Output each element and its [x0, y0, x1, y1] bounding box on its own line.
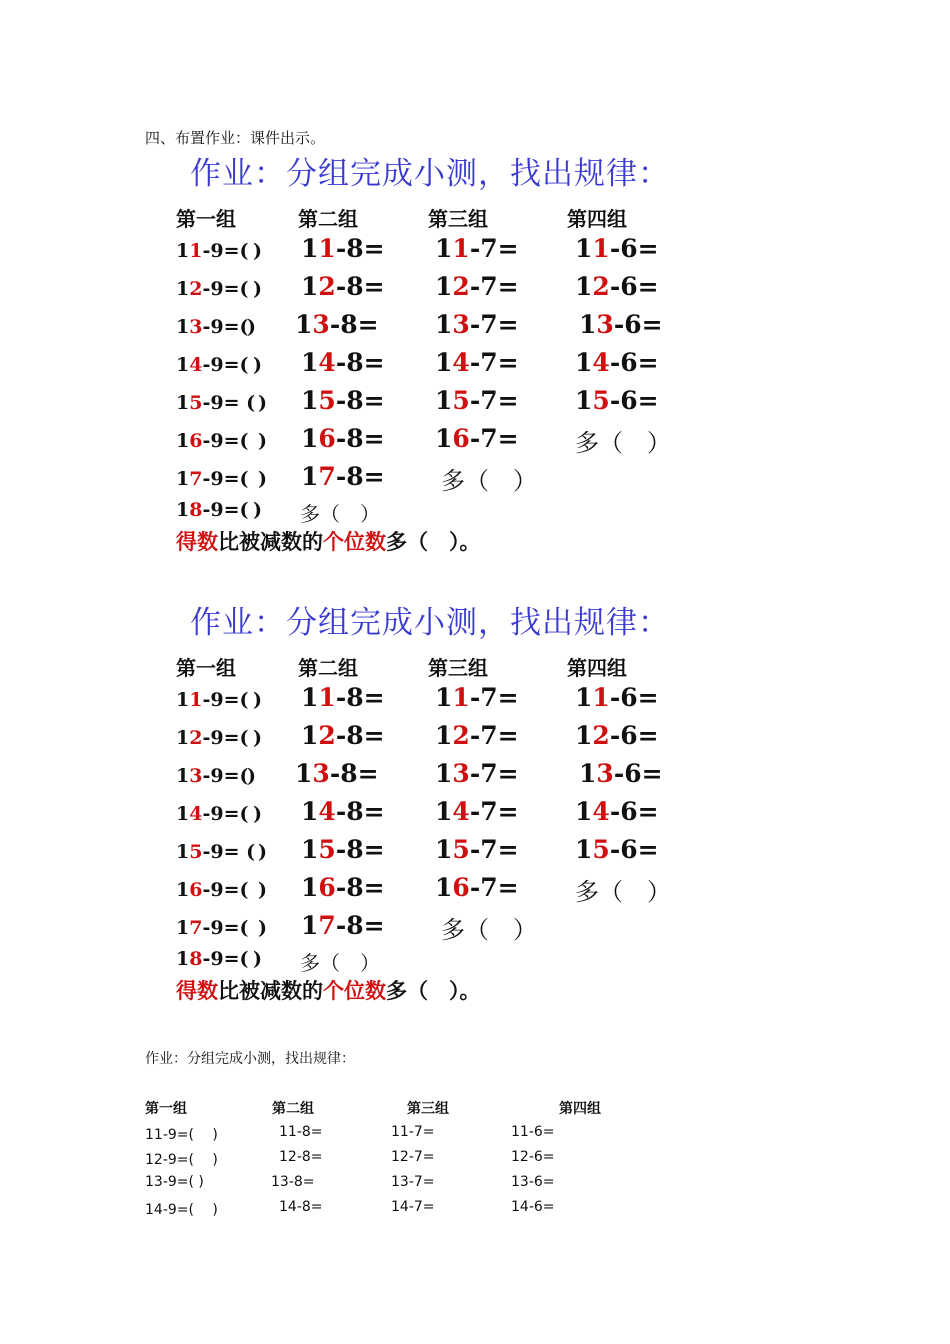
equation-rest: -9= (: [202, 392, 256, 414]
ones-digit: 6: [189, 879, 203, 901]
group4-equation: [575, 348, 659, 377]
equation-rest: -6=: [609, 721, 659, 750]
ones-digit: 3: [312, 310, 330, 339]
equation-rest: -8=: [335, 348, 385, 377]
tens-digit: 1: [575, 797, 593, 826]
ones-digit: 3: [452, 310, 470, 339]
conclusion-part: 比被减数的: [218, 530, 323, 554]
ones-digit: 7: [189, 468, 203, 490]
answer-close-paren: ): [258, 917, 267, 939]
ones-digit: 4: [592, 797, 610, 826]
ones-digit: 3: [189, 765, 203, 787]
ones-digit: 1: [318, 234, 336, 263]
group4-equation: [575, 721, 659, 750]
ones-digit: 1: [189, 240, 203, 262]
tens-digit: 1: [176, 278, 190, 300]
tens-digit: 1: [435, 272, 453, 301]
equation-rest: -8=: [335, 424, 385, 453]
group3-equation: [435, 386, 519, 415]
equation-rest: -7=: [469, 386, 519, 415]
group4-equation: [575, 272, 659, 301]
equation-rest: -7=: [469, 424, 519, 453]
equation-rest: -6=: [613, 310, 663, 339]
tens-digit: 1: [176, 803, 190, 825]
equation-rest: -9=(: [202, 948, 249, 970]
group1-equation: [176, 803, 248, 825]
group3-equation: [435, 424, 519, 453]
group2-more-text: 多（ ）: [300, 951, 380, 975]
equation-rest: -8=: [335, 873, 385, 902]
ones-digit: 5: [592, 386, 610, 415]
ones-digit: 2: [592, 721, 610, 750]
ones-digit: 4: [318, 797, 336, 826]
ones-digit: 1: [318, 683, 336, 712]
ones-digit: 7: [318, 462, 336, 491]
plain-cell: 14-8=: [279, 1199, 323, 1215]
tens-digit: 1: [301, 462, 319, 491]
group2-equation: [301, 234, 385, 263]
group4-more-text: 多（ ）: [575, 429, 671, 457]
tens-digit: 1: [575, 721, 593, 750]
plain-header-group-2: 第二组: [272, 1101, 314, 1117]
equation-rest: -7=: [469, 873, 519, 902]
equation-rest: -8=: [329, 310, 379, 339]
group4-equation: [575, 234, 659, 263]
equation-rest: -8=: [335, 911, 385, 940]
ones-digit: 2: [189, 278, 203, 300]
equation-rest: -8=: [335, 462, 385, 491]
group2-equation: [301, 797, 385, 826]
tens-digit: 1: [176, 240, 190, 262]
plain-cell: 12-6=: [511, 1149, 555, 1165]
tens-digit: 1: [301, 272, 319, 301]
plain-cell: 11-9=( ): [145, 1127, 218, 1143]
group4-equation: [579, 310, 663, 339]
tens-digit: 1: [435, 348, 453, 377]
equation-rest: -9=(: [202, 689, 249, 711]
tens-digit: 1: [575, 272, 593, 301]
plain-cell: 14-9=( ): [145, 1202, 218, 1218]
tens-digit: 1: [301, 234, 319, 263]
tens-digit: 1: [176, 727, 190, 749]
plain-cell: 11-6=: [511, 1124, 555, 1140]
group1-equation: [176, 278, 248, 300]
ones-digit: 2: [318, 272, 336, 301]
equation-rest: -6=: [609, 386, 659, 415]
tens-digit: 1: [301, 424, 319, 453]
tens-digit: 1: [435, 873, 453, 902]
equation-rest: -6=: [613, 759, 663, 788]
group3-equation: [435, 234, 519, 263]
group4-equation: [575, 683, 659, 712]
ones-digit: 3: [312, 759, 330, 788]
group4-equation: [575, 835, 659, 864]
equation-rest: -7=: [469, 835, 519, 864]
tens-digit: 1: [176, 917, 190, 939]
ones-digit: 5: [318, 835, 336, 864]
tens-digit: 1: [301, 683, 319, 712]
group3-more-text: 多（ ）: [441, 916, 537, 944]
ones-digit: 3: [452, 759, 470, 788]
group2-equation: [301, 386, 385, 415]
answer-close-paren: ): [253, 240, 262, 262]
ones-digit: 2: [452, 272, 470, 301]
tens-digit: 1: [301, 835, 319, 864]
group1-equation: [176, 765, 248, 787]
group4-more-text: 多（ ）: [575, 878, 671, 906]
equation-rest: -6=: [609, 272, 659, 301]
tens-digit: 1: [301, 797, 319, 826]
equation-rest: -9=(: [202, 430, 249, 452]
answer-close-paren: ): [253, 948, 262, 970]
ones-digit: 4: [452, 797, 470, 826]
equation-rest: -7=: [469, 310, 519, 339]
equation-rest: -9=(: [202, 879, 249, 901]
tens-digit: 1: [435, 721, 453, 750]
ones-digit: 5: [189, 841, 203, 863]
ones-digit: 2: [452, 721, 470, 750]
group1-equation: [176, 240, 248, 262]
tens-digit: 1: [435, 759, 453, 788]
ones-digit: 4: [189, 803, 203, 825]
plain-cell: 13-6=: [511, 1174, 555, 1190]
tens-digit: 1: [579, 759, 597, 788]
tens-digit: 1: [435, 797, 453, 826]
ones-digit: 8: [189, 948, 203, 970]
tens-digit: 1: [435, 424, 453, 453]
tens-digit: 1: [435, 386, 453, 415]
equation-rest: -8=: [335, 386, 385, 415]
ones-digit: 1: [452, 234, 470, 263]
plain-cell: 12-7=: [391, 1149, 435, 1165]
ones-digit: 4: [318, 348, 336, 377]
equation-rest: -9=(: [202, 803, 249, 825]
ones-digit: 6: [318, 424, 336, 453]
tens-digit: 1: [176, 765, 190, 787]
equation-rest: -9=(: [202, 917, 249, 939]
group2-equation: [301, 683, 385, 712]
tens-digit: 1: [575, 835, 593, 864]
answer-close-paren: ): [258, 430, 267, 452]
tens-digit: 1: [579, 310, 597, 339]
ones-digit: 6: [452, 873, 470, 902]
conclusion-part: 比被减数的: [218, 979, 323, 1003]
answer-close-paren: ): [258, 392, 267, 414]
tens-digit: 1: [301, 386, 319, 415]
ones-digit: 3: [596, 759, 614, 788]
equation-rest: -8=: [335, 835, 385, 864]
ones-digit: 7: [318, 911, 336, 940]
tens-digit: 1: [176, 841, 190, 863]
group3-equation: [435, 348, 519, 377]
header-group-1: 第一组: [176, 207, 236, 231]
ones-digit: 1: [592, 234, 610, 263]
ones-digit: 5: [592, 835, 610, 864]
ones-digit: 2: [318, 721, 336, 750]
answer-close-paren: ): [253, 689, 262, 711]
tens-digit: 1: [301, 721, 319, 750]
ones-digit: 5: [452, 835, 470, 864]
plain-cell: 11-7=: [391, 1124, 435, 1140]
ones-digit: 1: [452, 683, 470, 712]
tens-digit: 1: [176, 392, 190, 414]
header-group-3: 第三组: [428, 207, 488, 231]
group3-equation: [435, 310, 519, 339]
tens-digit: 1: [295, 759, 313, 788]
slide-title: 作业：分组完成小测，找出规律：: [190, 156, 670, 192]
equation-rest: -6=: [609, 348, 659, 377]
conclusion-part: 得数: [176, 979, 218, 1003]
plain-cell: 14-7=: [391, 1199, 435, 1215]
group2-equation: [301, 721, 385, 750]
equation-rest: -7=: [469, 759, 519, 788]
tens-digit: 1: [575, 683, 593, 712]
tens-digit: 1: [435, 835, 453, 864]
tens-digit: 1: [301, 348, 319, 377]
answer-close-paren: ): [253, 499, 262, 521]
group3-equation: [435, 873, 519, 902]
equation-rest: -9=(: [202, 468, 249, 490]
tens-digit: 1: [575, 348, 593, 377]
group1-equation: [176, 917, 248, 939]
group2-equation: [301, 424, 385, 453]
group1-equation: [176, 948, 248, 970]
group1-equation: [176, 689, 248, 711]
conclusion-part: 多（ ）。: [386, 530, 481, 554]
ones-digit: 4: [452, 348, 470, 377]
equation-rest: -9=(: [202, 278, 249, 300]
answer-close-paren: ): [253, 278, 262, 300]
group3-equation: [435, 272, 519, 301]
tens-digit: 1: [176, 948, 190, 970]
answer-close-paren: ): [258, 468, 267, 490]
equation-rest: -8=: [335, 683, 385, 712]
tens-digit: 1: [176, 468, 190, 490]
group1-equation: [176, 430, 248, 452]
tens-digit: 1: [435, 310, 453, 339]
group2-equation: [295, 310, 379, 339]
ones-digit: 3: [189, 316, 203, 338]
plain-cell: 12-9=( ): [145, 1152, 218, 1168]
tens-digit: 1: [176, 689, 190, 711]
plain-header-group-4: 第四组: [559, 1101, 601, 1117]
ones-digit: 5: [452, 386, 470, 415]
equation-rest: -8=: [335, 272, 385, 301]
group1-equation: [176, 392, 255, 414]
group2-more-text: 多（ ）: [300, 502, 380, 526]
answer-close-paren: ): [247, 316, 256, 338]
ones-digit: 6: [452, 424, 470, 453]
equation-rest: -8=: [335, 234, 385, 263]
ones-digit: 5: [318, 386, 336, 415]
tens-digit: 1: [176, 879, 190, 901]
slide-title: 作业：分组完成小测，找出规律：: [190, 605, 670, 641]
tens-digit: 1: [176, 499, 190, 521]
intro-text: 四、布置作业：课件出示。: [145, 129, 326, 147]
ones-digit: 3: [596, 310, 614, 339]
group1-equation: [176, 499, 248, 521]
group2-equation: [301, 835, 385, 864]
plain-cell: 11-8=: [279, 1124, 323, 1140]
group1-equation: [176, 468, 248, 490]
conclusion-sentence: [176, 975, 481, 1005]
tens-digit: 1: [435, 683, 453, 712]
equation-rest: -9=(: [202, 499, 249, 521]
group1-equation: [176, 354, 248, 376]
header-group-3: 第三组: [428, 656, 488, 680]
equation-rest: -6=: [609, 797, 659, 826]
group2-equation: [301, 462, 385, 491]
tens-digit: 1: [176, 316, 190, 338]
header-group-2: 第二组: [298, 207, 358, 231]
group2-equation: [301, 272, 385, 301]
conclusion-part: 个位数: [323, 530, 386, 554]
tens-digit: 1: [575, 234, 593, 263]
group4-equation: [575, 386, 659, 415]
equation-rest: -7=: [469, 721, 519, 750]
group3-equation: [435, 797, 519, 826]
answer-close-paren: ): [258, 879, 267, 901]
equation-rest: -7=: [469, 683, 519, 712]
plain-cell: 14-6=: [511, 1199, 555, 1215]
answer-close-paren: ): [253, 727, 262, 749]
ones-digit: 6: [189, 430, 203, 452]
group4-equation: [575, 797, 659, 826]
header-group-4: 第四组: [567, 207, 627, 231]
equation-rest: -8=: [335, 797, 385, 826]
tens-digit: 1: [301, 873, 319, 902]
plain-header-group-1: 第一组: [145, 1101, 187, 1117]
answer-close-paren: ): [253, 354, 262, 376]
ones-digit: 7: [189, 917, 203, 939]
answer-close-paren: ): [253, 803, 262, 825]
ones-digit: 8: [189, 499, 203, 521]
group1-equation: [176, 727, 248, 749]
conclusion-part: 个位数: [323, 979, 386, 1003]
equation-rest: -6=: [609, 835, 659, 864]
equation-rest: -8=: [335, 721, 385, 750]
conclusion-part: 得数: [176, 530, 218, 554]
tens-digit: 1: [295, 310, 313, 339]
plain-header-group-3: 第三组: [407, 1101, 449, 1117]
group4-equation: [579, 759, 663, 788]
equation-rest: -9=(: [202, 765, 249, 787]
equation-rest: -9=(: [202, 240, 249, 262]
header-group-2: 第二组: [298, 656, 358, 680]
ones-digit: 2: [592, 272, 610, 301]
header-group-4: 第四组: [567, 656, 627, 680]
group3-equation: [435, 721, 519, 750]
ones-digit: 1: [189, 689, 203, 711]
equation-rest: -9=(: [202, 727, 249, 749]
equation-rest: -9= (: [202, 841, 256, 863]
group3-more-text: 多（ ）: [441, 467, 537, 495]
ones-digit: 4: [592, 348, 610, 377]
equation-rest: -6=: [609, 234, 659, 263]
ones-digit: 2: [189, 727, 203, 749]
group2-equation: [295, 759, 379, 788]
equation-rest: -9=(: [202, 354, 249, 376]
equation-rest: -7=: [469, 348, 519, 377]
plain-cell: 13-7=: [391, 1174, 435, 1190]
plain-cell: 12-8=: [279, 1149, 323, 1165]
ones-digit: 1: [592, 683, 610, 712]
conclusion-sentence: [176, 526, 481, 556]
tens-digit: 1: [176, 354, 190, 376]
group1-equation: [176, 841, 255, 863]
plain-title: 作业：分组完成小测，找出规律：: [145, 1051, 355, 1067]
equation-rest: -7=: [469, 234, 519, 263]
equation-rest: -6=: [609, 683, 659, 712]
group1-equation: [176, 316, 248, 338]
group3-equation: [435, 683, 519, 712]
ones-digit: 6: [318, 873, 336, 902]
plain-cell: 13-9=( ): [145, 1174, 204, 1190]
group3-equation: [435, 759, 519, 788]
answer-close-paren: ): [247, 765, 256, 787]
equation-rest: -7=: [469, 272, 519, 301]
ones-digit: 5: [189, 392, 203, 414]
group3-equation: [435, 835, 519, 864]
tens-digit: 1: [176, 430, 190, 452]
group2-equation: [301, 348, 385, 377]
group2-equation: [301, 873, 385, 902]
equation-rest: -7=: [469, 797, 519, 826]
tens-digit: 1: [301, 911, 319, 940]
tens-digit: 1: [435, 234, 453, 263]
header-group-1: 第一组: [176, 656, 236, 680]
group2-equation: [301, 911, 385, 940]
group1-equation: [176, 879, 248, 901]
equation-rest: -9=(: [202, 316, 249, 338]
tens-digit: 1: [575, 386, 593, 415]
ones-digit: 4: [189, 354, 203, 376]
conclusion-part: 多（ ）。: [386, 979, 481, 1003]
plain-cell: 13-8=: [271, 1174, 315, 1190]
answer-close-paren: ): [258, 841, 267, 863]
equation-rest: -8=: [329, 759, 379, 788]
